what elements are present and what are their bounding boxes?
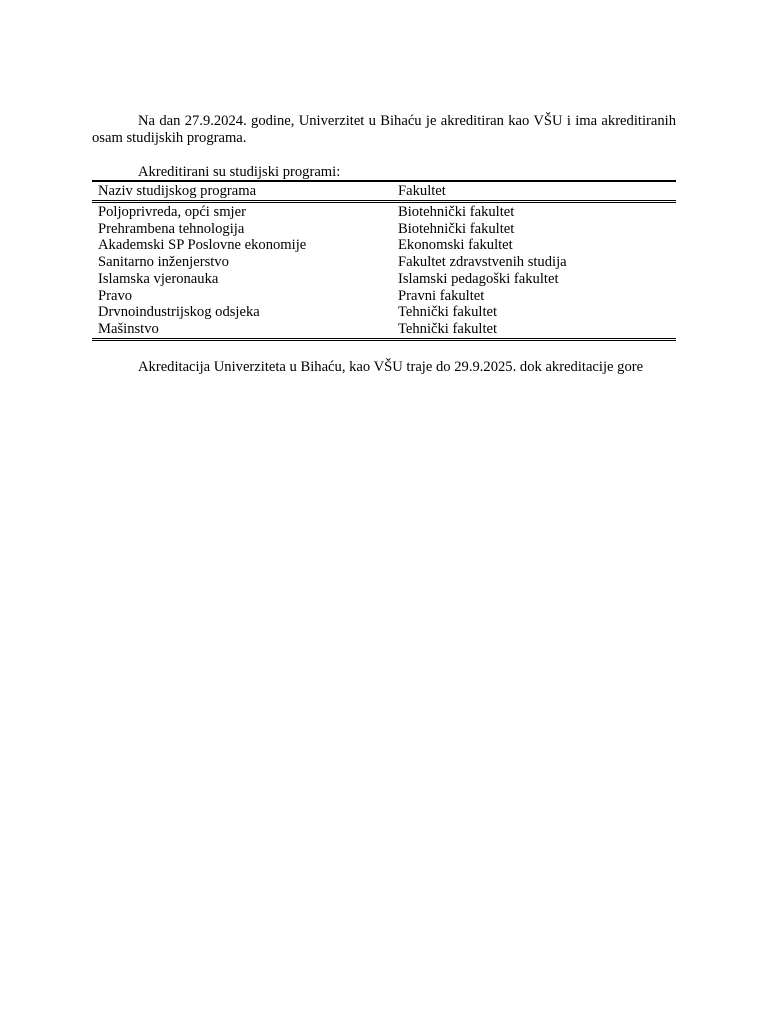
faculty-cell: Biotehnički fakultet [398, 220, 515, 237]
program-cell: Poljoprivreda, opći smjer [98, 204, 246, 220]
faculty-cell: Fakultet zdravstvenih studija [398, 254, 567, 271]
intro-paragraph: Na dan 27.9.2024. godine, Univerzitet u Bihaću je akreditiran kao VŠU i ima akreditiranih osam studijskih programa. [92, 113, 676, 146]
faculty-cell: Biotehnički fakultet [398, 204, 515, 220]
table-header-row [92, 181, 676, 202]
program-cell: Drvnoindustrijskog odsjeka [98, 304, 260, 321]
table-row [92, 321, 676, 339]
column-header-faculty: Fakultet [392, 181, 676, 202]
program-cell: Mašinstvo [98, 320, 159, 337]
faculty-cell: Tehnički fakultet [398, 320, 498, 337]
table-row [92, 237, 676, 254]
faculty-cell: Ekonomski fakultet [398, 237, 513, 254]
table-row [92, 202, 676, 221]
table-row [92, 288, 676, 305]
table-caption: Akreditirani su studijski programi: [138, 164, 341, 180]
table-row [92, 304, 676, 321]
program-cell: Sanitarno inženjerstvo [98, 254, 229, 271]
program-cell: Prehrambena tehnologija [98, 220, 245, 237]
programs-table [92, 180, 676, 341]
document-page [92, 113, 676, 390]
faculty-cell: Pravni fakultet [398, 287, 485, 304]
faculty-cell: Tehnički fakultet [398, 304, 498, 321]
closing-paragraph: Akreditacija Univerziteta u Bihaću, kao VŠU traje do 29.9.2025. dok akreditacije gore [138, 358, 644, 375]
table-row [92, 221, 676, 238]
program-cell: Islamska vjeronauka [98, 270, 219, 287]
faculty-cell: Islamski pedagoški fakultet [398, 270, 559, 287]
program-cell: Akademski SP Poslovne ekonomije [98, 237, 307, 254]
table-row [92, 254, 676, 271]
table-row [92, 271, 676, 288]
program-cell: Pravo [98, 287, 133, 304]
column-header-program: Naziv studijskog programa [92, 181, 392, 202]
